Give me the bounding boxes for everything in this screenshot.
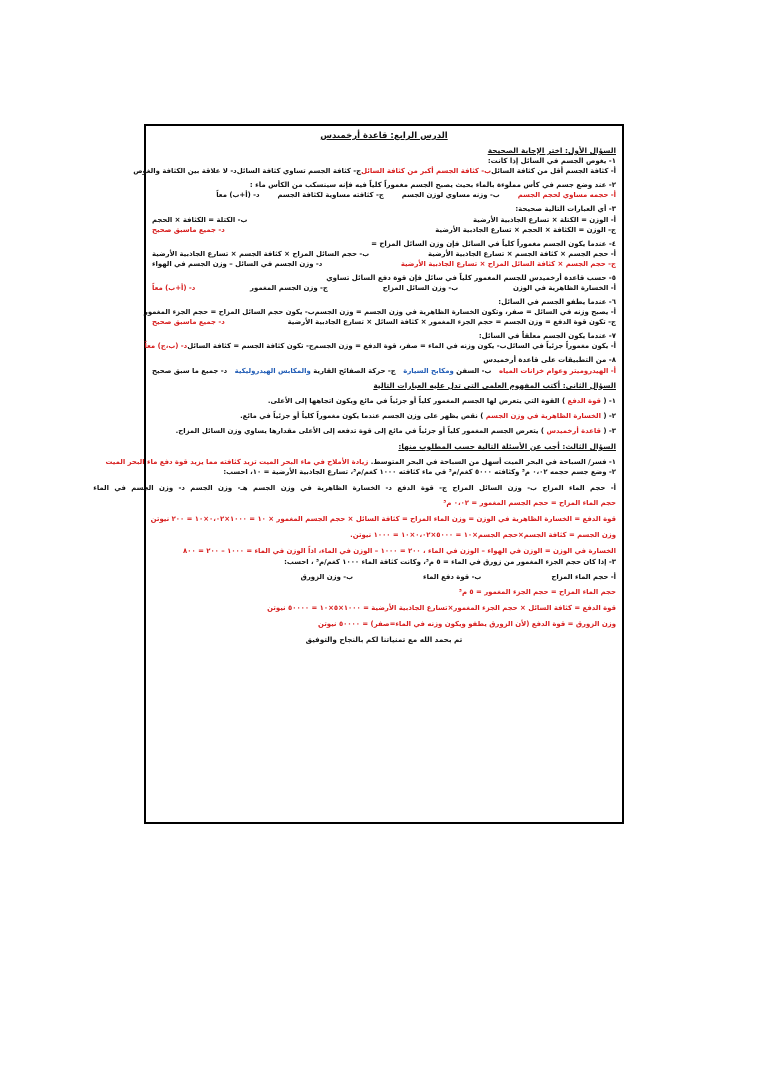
closing-note: تم بحمد الله مع تمنياتنا لكم بالنجاح والتوفيق [305,635,463,645]
option-b: ب- يكون حجم السائل المزاح = حجم الجزء المغمور [143,308,315,317]
section2-heading: السؤال الثاني: أكتب المفهوم العلمي التي تدل عليه العبارات التالية [373,380,616,390]
option-c-wrap [235,366,396,376]
option-b: ب- السفن [456,366,492,375]
option-c: ج- وزن الجسم المغمور [250,284,328,293]
concept-term: قاعدة أرخميدس [546,427,601,436]
options-row [152,317,616,327]
s3-q2-answer-2: قوة الدفع = الخسارة الظاهرية في الوزن = وزن الماء المزاح = كثافة السائل × حجم الجسم المغمور × ١٠ = ١٠٠٠×٠،٠٢×١٠ = ٢٠٠ نيوتن [150,515,616,524]
option-b: ب- حجم السائل المزاح × كثافة الجسم × تسارع الجاذبية الأرضية [152,249,370,258]
section3-heading: السؤال الثالث: أجب عن الأسئلة التالية حسب المطلوب منها: [398,441,616,451]
s3-q3-answer-2: قوة الدفع = كثافة السائل × حجم الجزء المغمور×تسارع الجاذبية الأرضية = ١٠٠٠×٥×١٠ = ٥٠٠٠٠ نيوتن [267,604,616,613]
question-6 [143,297,616,327]
option-a: أ- يكون مغموراً جزئياً في السائل [506,342,616,351]
options-row [152,190,616,200]
question-7 [144,331,616,351]
option-d: د- (أ+ب) معاً [216,191,260,200]
worksheet-frame [93,124,624,824]
question-stem: ٣- أي العبارات التالية صحيحة: [515,205,616,214]
option-b: ب- الكتلة = الكثافة × الحجم [152,215,248,224]
s3-q1: ١- فسر/ السباحة في البحر الميت أسهل من السباحة في البحر المتوسط. زيادة الأملاح في ماء البحر الميت تزيد كثافته مما يزيد قوة دفع ماء البحر الميت [105,457,616,466]
option-b: ب- وزنه مساوي لوزن الجسم [401,191,500,200]
option-c: ج- تكون كثافة الجسم = كثافة السائل [187,342,314,351]
options-row [152,259,616,269]
s3-q3-parts [152,572,616,582]
options-row [144,341,616,351]
option-d: د- وزن الجسم في السائل – وزن الجسم في الهواء [152,259,323,268]
concept-item-2: ٢- ( الخسارة الظاهرية في وزن الجسم ) نقص يظهر على وزن الجسم عندما يكون مغموراً كلياً أو جزئياً في مائع. [240,412,616,421]
s3-q2-answer-3: وزن الجسم = كثافة الجسم×حجم الجسم×١٠ = ٥٠٠٠×٠،٠٢×١٠ = ١٠٠٠ نيوتن. [350,531,616,540]
options-row [152,283,616,293]
options-row [143,307,616,317]
options-row [152,225,616,235]
option-c-extra: والمكابس الهيدروليكية [234,366,311,375]
s3-q2-answer-1: حجم الماء المزاح = حجم الجسم المغمور = ٠،٠٢ م³ [443,499,616,508]
question-5 [152,273,616,293]
option-d-correct: د- جميع ماسبق صحيح [152,318,225,327]
option-a: أ- كثافة الجسم أقل من كثافة السائل [491,167,616,176]
option-a-correct: أ- حجمه مساوي لحجم الجسم [517,191,616,200]
question-stem: ٦- عندما يطفو الجسم في السائل: [498,298,616,307]
concept-item-1: ١- ( قوة الدفع ) القوة التي يتعرض لها الجسم المغمور كلياً أو جزئياً في مائع ويكون اتجاهها إلى الأعلى. [267,396,616,405]
option-a: أ- يصبح وزنه في السائل = صفر، وتكون الخسارة الظاهرية في وزن الجسم = وزن الجسم [314,308,616,317]
question-3 [152,204,616,234]
s3-q3-answer-3: وزن الزورق = قوة الدفع (لأن الزورق يطفو ويكون وزنه في الماء=صفر) = ٥٠٠٠٠ نيوتن [318,620,616,629]
question-4 [152,239,616,269]
s3-q3-part-a: أ- حجم الماء المزاح [551,573,616,582]
question-stem: ١- يغوص الجسم في السائل إذا كانت: [487,157,616,165]
option-a-correct: أ- الهيدروميتر وعوام خزانات المياه [498,366,616,375]
option-d: د- لا علاقة بين الكثافة والغوص [133,167,237,176]
option-d-correct: د- جميع ماسبق صحيح [152,225,225,234]
s3-q2-answer-4: الخسارة في الوزن = الوزن في الهواء – الوزن في الماء ، ٢٠٠ = ١٠٠٠ – الوزن في الماء، اذاً الوزن في الماء = ١٠٠٠ – ٢٠٠ = ٨٠٠ [183,547,616,556]
lesson-title: الدرس الرابع: قاعدة أرخميدس [320,131,448,141]
s3-q3-answer-1: حجم الماء المزاح = حجم الجزء المغمور = ٥ م³ [458,588,616,597]
option-c: ج- كثافة الجسم تساوي كثافة السائل [236,167,362,176]
s3-q2-text: ٢- وضع جسم حجمه ٠،٠٢ م³ وكثافته ٥٠٠٠ كغم/م³ في ماء كثافته ١٠٠٠ كغم/م³، تسارع الجاذبية الأرضية = ١٠، احسب: [223,468,616,477]
option-d-correct: د- (أ+ب) معاً [152,284,196,293]
options-row [152,249,616,259]
options-row [152,366,616,376]
option-b: ب- وزن السائل المزاح [382,284,459,293]
concept-term: قوة الدفع [567,396,601,405]
question-stem: ٨- من التطبيقات على قاعدة أرخميدس [483,356,616,365]
s3-q3-text: ٣- إذا كان حجم الجزء المغمور من زورق في الماء = ٥ م³، وكانت كثافة الماء ١٠٠٠ كغم/م³ ، احسب: [284,558,616,567]
option-a: أ- حجم الجسم × كثافة الجسم × تسارع الجاذبية الأرضية [427,249,616,258]
options-row [133,166,616,176]
option-c: ج- تكون قوة الدفع = وزن الجسم = حجم الجزء المغمور × كثافة السائل × تسارع الجاذبية الأرضية [287,318,616,327]
option-c: ج- كثافته مساوية لكثافة الجسم [277,191,384,200]
option-d: د- جميع ما سبق صحيح [152,366,228,375]
section1-heading: السؤال الأول: اختر الإجابة الصحيحة [487,146,616,155]
option-c-correct: ج- حجم الجسم × كثافة السائل المزاح × تسارع الجاذبية الأرضية [400,259,616,268]
question-8 [152,355,616,375]
question-2 [152,180,616,200]
option-b: ب- يكون وزنه في الماء = صفر، قوة الدفع = وزن الجسم [313,342,507,351]
option-b-wrap [403,366,491,376]
options-row [152,215,616,225]
option-c: ج- الوزن = الكثافة × الحجم × تسارع الجاذبية الأرضية [435,225,616,234]
question-stem: ٢- عند وضع جسم في كأس مملوءة بالماء بحيث يصبح الجسم مغموراً كلياً فيه فإنه سينسكب من الكأس ماء : [249,181,616,190]
s3-q3-part-c: ب- وزن الزورق [300,573,354,582]
option-b-correct: ب- كثافة الجسم أكبر من كثافة السائل [361,167,492,176]
question-stem: ٧- عندما يكون الجسم معلقاً في السائل: [478,332,616,341]
option-d-correct: د- (ب،ج) معاً [144,342,188,351]
question-stem: ٥- حسب قاعدة أرخميدس للجسم المغمور كلياً في سائل فإن قوة دفع السائل تساوي [326,273,616,282]
s3-q3-part-b: ب- قوة دفع الماء [423,573,482,582]
option-a: أ- الوزن = الكتلة × تسارع الجاذبية الأرضية [472,215,616,224]
option-b-extra: ومكابح السيارة [403,366,454,375]
s3-q2-parts: أ- حجم الماء المزاح ب- وزن السائل المزاح ج- قوة الدفع د- الخسارة الظاهرية في وزن الجسم هـ- وزن الجسم د- وزن الجسم في الماء [93,483,616,492]
question-stem: ٤- عندما يكون الجسم مغموراً كلياً في السائل فإن وزن السائل المزاح = [371,239,616,248]
option-c: ج- حركة الصفائح القارية [313,366,396,375]
option-a: أ- الخسارة الظاهرية في الوزن [512,284,616,293]
concept-item-3: ٣- ( قاعدة أرخميدس ) يتعرض الجسم المغمور كلياً أو جزئياً في مائع إلى قوة تدفعه إلى الأعلى مقدارها يساوي وزن السائل المزاح. [175,427,616,436]
concept-term: الخسارة الظاهرية في وزن الجسم [485,412,601,421]
question-1 [133,156,616,176]
s3-q1-answer: زيادة الأملاح في ماء البحر الميت تزيد كثافته مما يزيد قوة دفع ماء البحر الميت [105,457,369,466]
